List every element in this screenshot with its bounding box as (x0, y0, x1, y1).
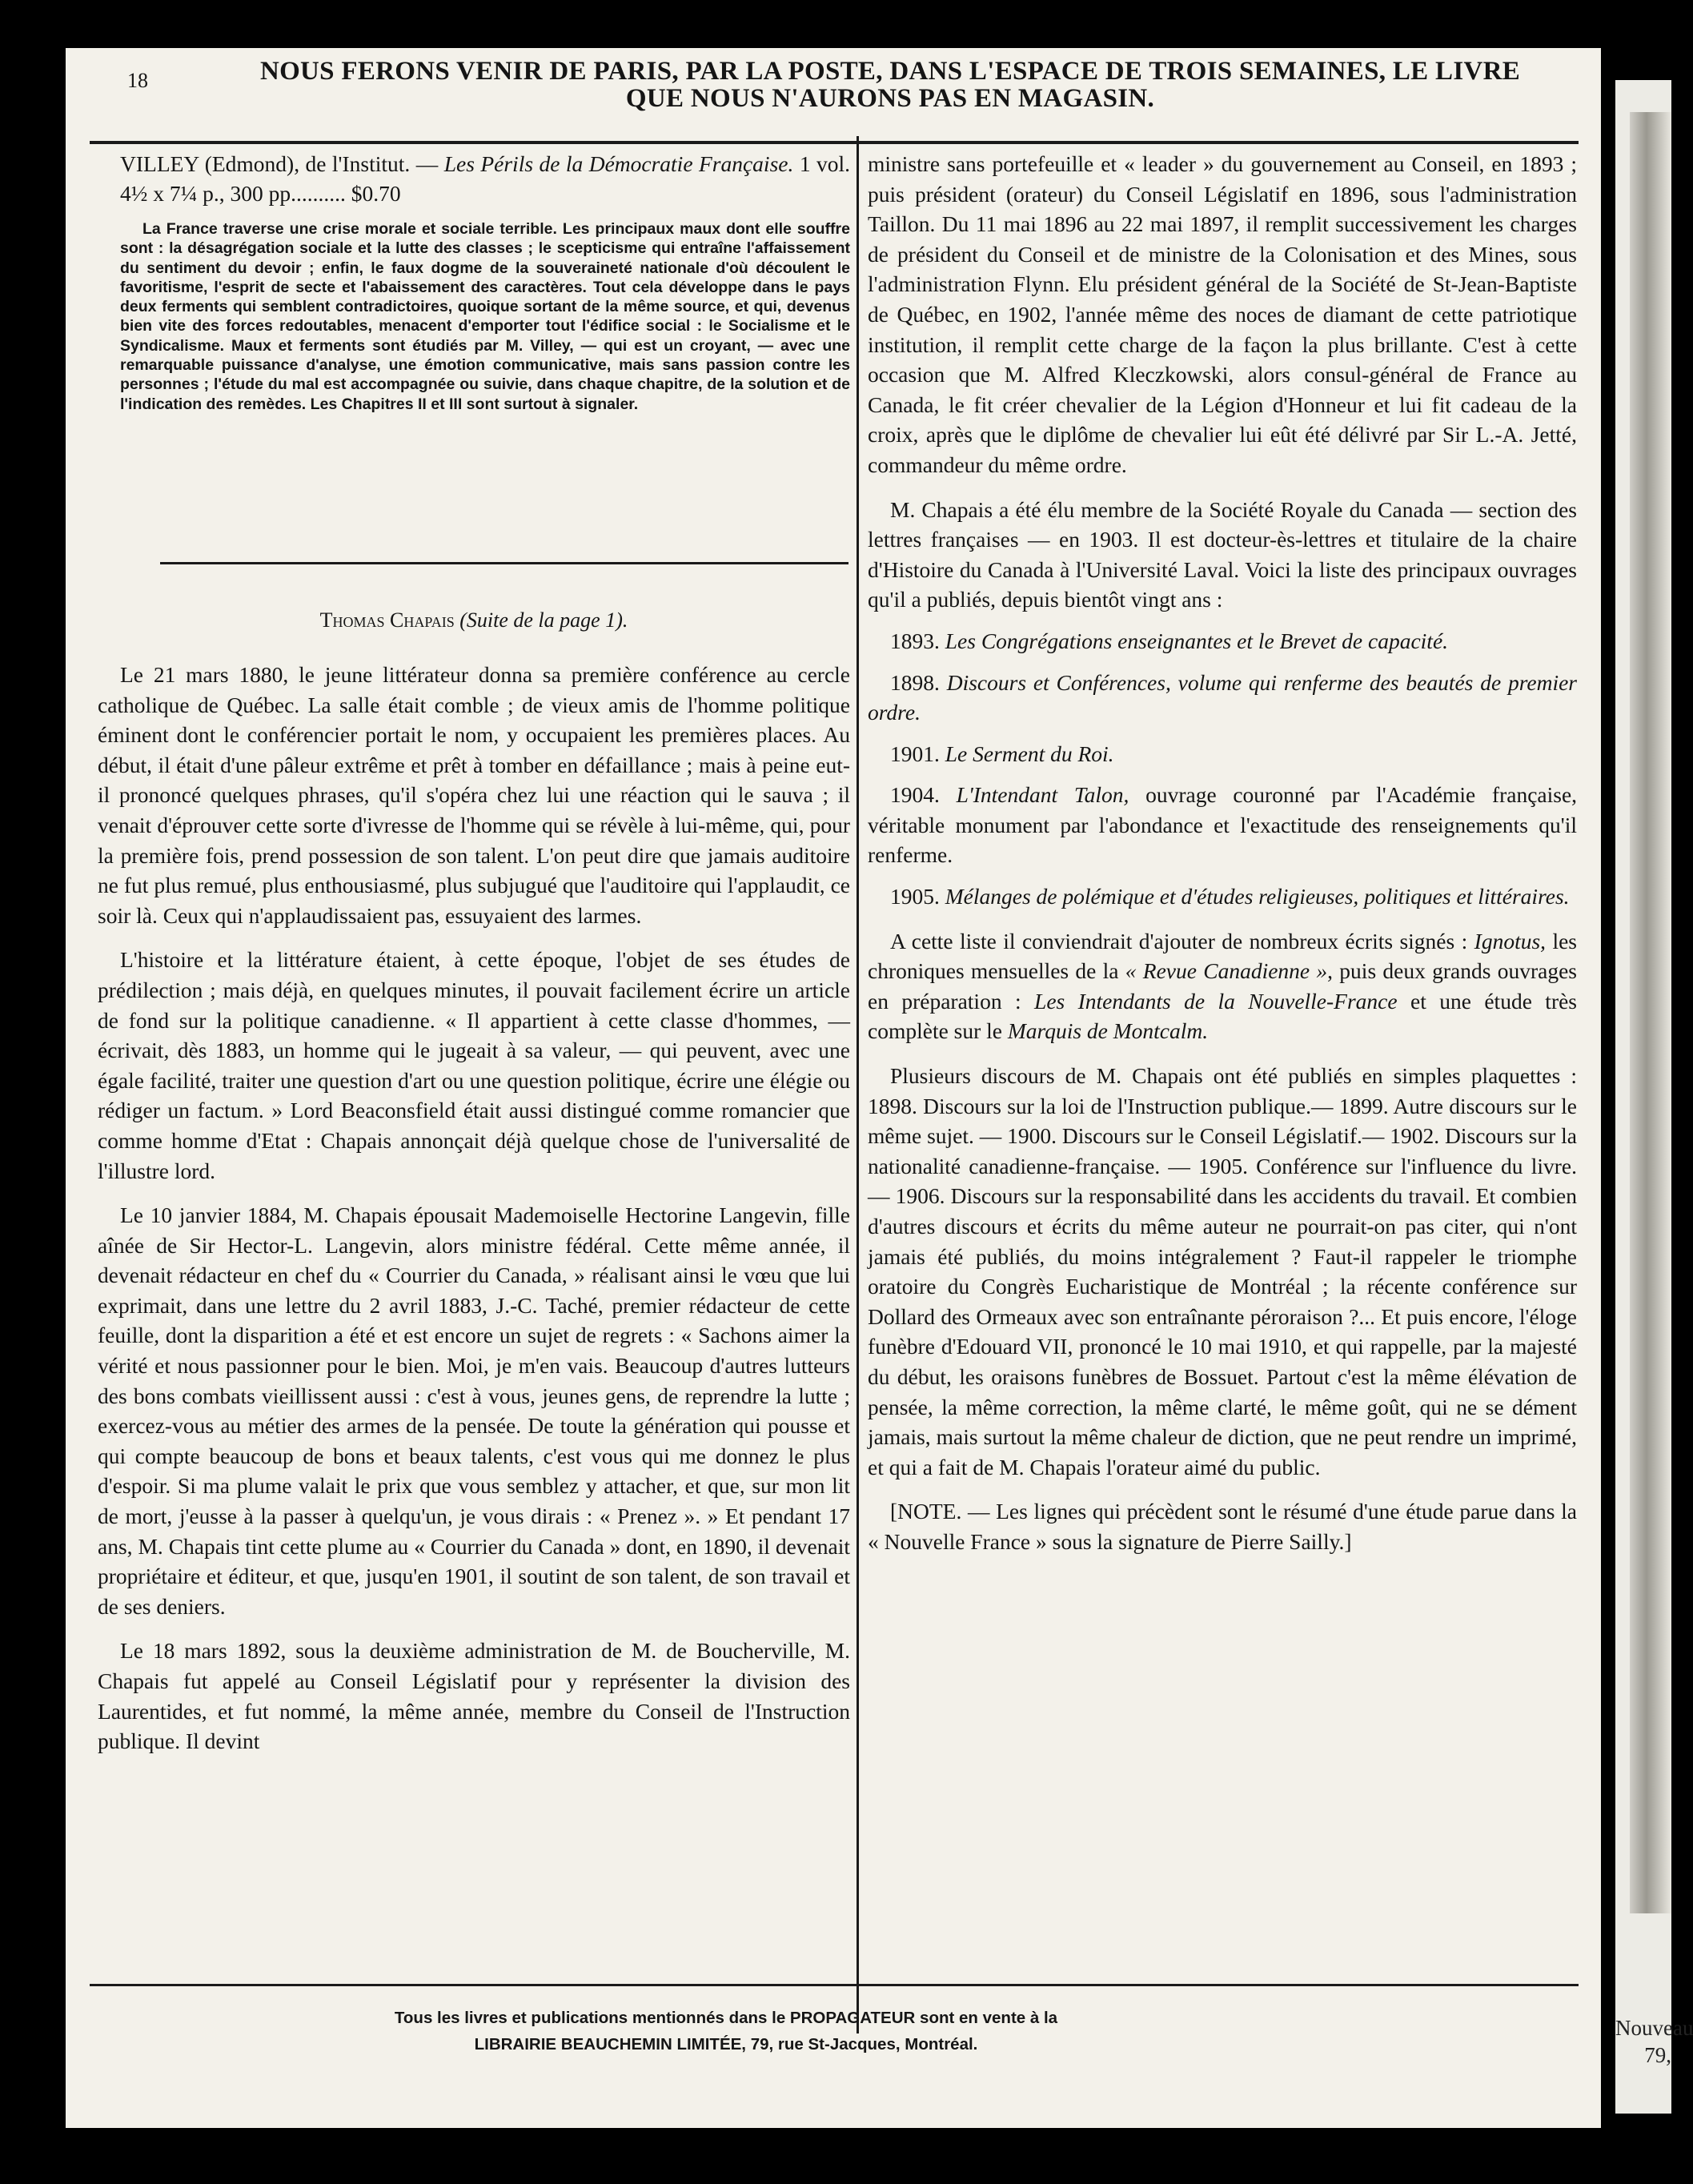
article-left-text (98, 608, 850, 1756)
works-list-item (868, 626, 1577, 656)
article-note: [NOTE. — Les lignes qui précèdent sont le résumé d'une étude parue dans la « Nouvelle France » sous la signature de Pierre Sailly.] (868, 1499, 1577, 1554)
other-writings-montcalm: Marquis de Montcalm. (1007, 1018, 1209, 1044)
adjacent-page-caption (1615, 2014, 1693, 2069)
speeches-paragraph: Plusieurs discours de M. Chapais ont été publiés en simples plaquettes : 1898. Discours sur la loi de l'Instruction publique.— 1899. Autre discours sur le même sujet. — 1900. Discours sur le Conseil Législatif.— 1902. Discours sur la nationalité canadienne-française. — 1905. Conférence sur l'influence du livre. — 1906. Discours sur la responsabilité dans les accidents du travail. Et combien d'autres discours et écrits du même auteur ne pourrait-on pas citer, qui n'ont jamais été publiés, du moins intégralement ? Faut-il rappeler le triomphe oratoire du Congrès Eucharistique de Montréal ; la récente conférence sur Dollard des Ormeaux avec son entraînante péroraison ?... Et puis encore, l'éloge funèbre d'Edouard VII, prononcé le 10 mai 1910, et qui rappelle, par la majesté du début, les oraisons funèbres de Bossuet. Partout c'est la même élévation de pensée, la même correction, la même clarté, le même goût, qui ne se dément jamais, mais surtout la même chaleur de diction, que ne peut rendre un imprimé, et qui a fait de M. Chapais l'orateur aimé du public. (868, 1063, 1577, 1479)
work-year: 1898. (890, 669, 940, 695)
article-paragraph-3: Le 10 janvier 1884, M. Chapais épousait Mademoiselle Hectorine Langevin, fille aînée de Sir Hector-L. Langevin, alors ministre fédéral. Cette même année, il devenait rédacteur en chef du « Courrier du Canada, » réalisant ainsi le vœu que lui exprimait, dans une lettre du 2 avril 1883, J.-C. Taché, premier rédacteur de cette feuille, dont la disparition a été et est encore un sujet de regrets : « Sachons aimer la vérité et nous passionner pour le bien. Moi, je m'en vais. Beaucoup d'autres lutteurs des bons combats vieillissent aussi : c'est à vous, jeunes gens, de reprendre la lutte ; exercez-vous au métier des armes de la pensée. De toute la génération qui pousse et qui compte beaucoup de bons et beaux talents, c'est vous qui me donnez le plus d'espoir. Si ma plume valait le prix que vous semblez y attacher, et que, sur mon lit de mort, j'eusse à la passer à quelqu'un, je vous dirais : « Prenez ». » Et pendant 17 ans, M. Chapais tint cette plume au « Courrier du Canada » dont, en 1890, il devenait propriétaire et éditeur, et que, jusqu'en 1901, il soutint de son talent, de son travail et de ses deniers. (98, 1202, 850, 1619)
other-writings-text-g: et une étude très complète sur le (868, 988, 1578, 1044)
article-paragraph-2: L'histoire et la littérature étaient, à cette époque, l'objet de ses études de prédilection ; mais déjà, en quelques minutes, il pouvait facilement écrire un article de fond sur la politique canadienne. « Il appartient à cette classe d'hommes, — écrivait, dès 1883, un homme qui le jugeait à sa valeur, — qui peuvent, avec une égale facilité, traiter une question d'art ou une question politique, écrire une élégie ou rédiger un factum. » Lord Beaconsfield était aussi distingué comme romancier que comme homme d'Etat : Chapais annonçait déjà quelque chose de l'universalité de l'illustre lord. (98, 947, 850, 1183)
book-author: VILLEY (Edmond), de l'Institut. — (120, 151, 439, 176)
adjacent-caption-line-2: 79, (1644, 2043, 1671, 2067)
work-year: 1901. (890, 741, 940, 766)
footer-line-2: LIBRAIRIE BEAUCHEMIN LIMITÉE, 79, rue St-Jacques, Montréal. (474, 2035, 978, 2054)
works-list (868, 615, 1577, 912)
other-writings-paragraph (868, 926, 1577, 1046)
article-paragraph-1: Le 21 mars 1880, le jeune littérateur donna sa première conférence au cercle catholique de Québec. La salle était comble ; de vieux amis de l'homme politique éminent dont le conférencier portait le nom, y occupaient les premières places. Au début, il était d'une pâleur extrême et prêt à tomber en défaillance ; mais à peine eut-il prononcé quelques phrases, qu'il s'opéra chez lui une réaction qui le sauva ; il venait d'éprouver cette sorte d'ivresse de l'homme qui se révèle à lui-même, qui, pour la première fois, prend possession de son talent. L'on peut dire que jamais auditoire ne fut plus remué, plus enthousiasmé, plus subjugué que l'auditoire qui l'applaudit, ce soir là. Ceux qui n'applaudissaient pas, essuyaient des larmes. (98, 662, 850, 928)
article-title-suffix: (Suite de la page 1). (459, 608, 628, 632)
section-rule (160, 562, 849, 564)
header-line-2: QUE NOUS N'AURONS PAS EN MAGASIN. (625, 84, 1155, 113)
other-writings-text-a: A cette liste il conviendrait d'ajouter de nombreux écrits signés : (890, 928, 1468, 953)
works-list-item (868, 780, 1577, 870)
book-title: Les Périls de la Démocratie Française. (443, 151, 794, 176)
right-column (868, 48, 1580, 2128)
footer-line-1: Tous les livres et publications mentionnés dans le PROPAGATEUR sont en vente à la (394, 2009, 1058, 2027)
other-writings-text-c: les chroniques mensuelles de la (868, 928, 1578, 984)
header-line-1: NOUS FERONS VENIR DE PARIS, PAR LA POSTE, DANS L'ESPACE DE TROIS SEMAINES, LE LIVRE (259, 57, 1521, 86)
work-title: Mélanges de polémique et d'études religieuses, politiques et littéraires. (945, 884, 1570, 909)
works-list-item (868, 668, 1577, 728)
other-writings-intendants: Les Intendants de la Nouvelle-France (1034, 988, 1398, 1014)
page-number: 18 (127, 69, 148, 92)
book-details: 1 vol. 4½ x 7¼ p., 300 pp.......... $0.70 (120, 151, 851, 206)
article-title (98, 608, 850, 632)
page-footer (142, 2005, 1310, 2058)
adjacent-caption-line-1: Nouveau (1615, 2016, 1693, 2040)
work-year: 1893. (890, 628, 940, 653)
work-title: Discours et Conférences, volume qui renferme des beautés de premier ordre. (868, 669, 1578, 725)
book-blurb: La France traverse une crise morale et sociale terrible. Les principaux maux dont elle souffre sont : la désagrégation sociale et la lutte des classes ; le scepticisme qui entraîne l'affaissement du sentiment du devoir ; enfin, le faux dogme de la souveraineté nationale d'où découlent le favoritisme, l'esprit de secte et l'abaissement des caractères. Tout cela développe dans le pays deux ferments qui semblent contradictoires, quoique sortant de la même source, et qui, devenus bien vite des forces redoutables, menacent d'emporter tout l'édifice social : le Socialisme et le Syndicalisme. Maux et ferments sont étudiés par M. Villey, — qui est un croyant, — avec une remarquable puissance d'analyse, une émotion communicative, mais sans passion contre les personnes ; l'étude du mal est accompagnée ou suivie, dans chaque chapitre, de la solution et de l'indication des remèdes. Les Chapitres II et III sont surtout à signaler. (120, 220, 850, 413)
other-writings-revue: « Revue Canadienne » (1125, 958, 1328, 984)
other-writings-pseudonym: Ignotus, (1474, 928, 1547, 953)
footer-rule (90, 1984, 1579, 1986)
work-year: 1905. (890, 884, 940, 909)
column-divider (857, 136, 859, 2033)
adjacent-page-edge (1615, 80, 1693, 2114)
adjacent-page-illustration (1630, 112, 1671, 1913)
book-entry (120, 149, 850, 414)
works-list-item (868, 881, 1577, 912)
book-entry-heading (120, 149, 850, 208)
work-year: 1904. (890, 782, 940, 808)
newspaper-page (66, 48, 1601, 2128)
work-title: Les Congrégations enseignantes et le Brevet de capacité. (945, 628, 1449, 653)
article-paragraph-4: Le 18 mars 1892, sous la deuxième administration de M. de Boucherville, M. Chapais fut appelé au Conseil Législatif pour y représenter la division des Laurentides, et fut nommé, la même année, membre du Conseil de l'Instruction publique. Il devint (98, 1638, 850, 1754)
other-writings-text-e: , puis deux grands ouvrages en préparation : (868, 958, 1578, 1014)
right-membership-paragraph: M. Chapais a été élu membre de la Société Royale du Canada — section des lettres françaises — en 1903. Il est docteur-ès-lettres et titulaire de la chaire d'Histoire du Canada à l'Université Laval. Voici la liste des principaux ouvrages qu'il a publiés, depuis bientôt vingt ans : (868, 496, 1577, 612)
work-title: L'Intendant Talon, (956, 782, 1129, 808)
works-list-item (868, 739, 1577, 769)
article-title-name: Thomas Chapais (319, 608, 455, 632)
work-title: Le Serment du Roi. (945, 741, 1114, 766)
right-intro-paragraph: ministre sans portefeuille et « leader » du gouvernement au Conseil, en 1893 ; puis président (orateur) du Conseil Législatif en 1896, sous l'administration Taillon. Du 11 mai 1896 au 22 mai 1897, il remplit successivement les charges de président du Conseil et de ministre de la Colonisation et des Mines, sous l'administration Flynn. Elu président général de la Société de St-Jean-Baptiste de Québec, en 1902, l'année même des noces de diamant de cette patriotique institution, il remplit cette charge de la façon la plus brillante. C'est à cette occasion que M. Alfred Kleczkowski, alors consul-général de France au Canada, le fit créer chevalier de la Légion d'Honneur et lui fit cadeau de la croix, après que le diplôme de chevalier lui eût été délivré par Sir L.-A. Jetté, commandeur du même ordre. (868, 151, 1577, 477)
left-column (98, 48, 852, 2128)
work-note: ouvrage couronné par l'Académie française, véritable monument par l'abondance et l'exactitude des renseignements qu'il renferme. (868, 782, 1578, 868)
